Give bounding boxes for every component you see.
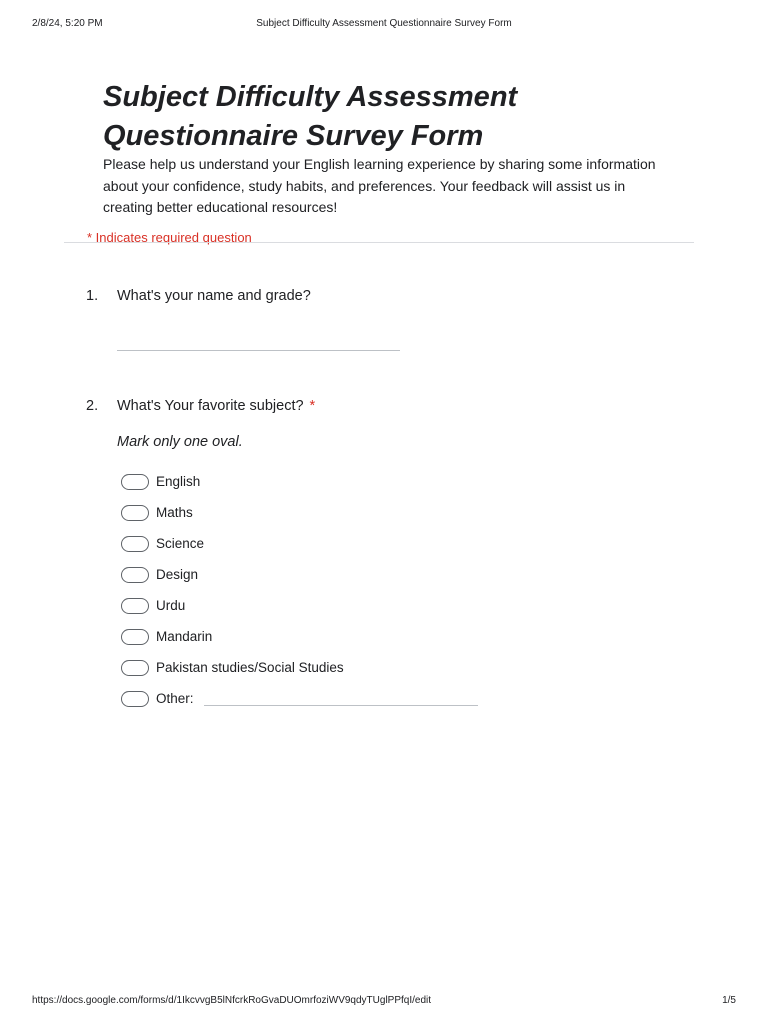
- option-maths[interactable]: [121, 503, 521, 534]
- radio-oval[interactable]: [121, 629, 149, 645]
- option-label: Pakistan studies/Social Studies: [156, 660, 344, 675]
- option-mandarin[interactable]: [121, 627, 521, 658]
- print-document-title: Subject Difficulty Assessment Questionnaire Survey Form: [256, 18, 512, 29]
- question-2-text: What's Your favorite subject?: [117, 398, 304, 414]
- print-header: [32, 18, 736, 32]
- option-pakistan-studies[interactable]: [121, 658, 521, 689]
- question-2-instruction: Mark only one oval.: [117, 434, 243, 450]
- header-divider: [64, 242, 694, 243]
- form-description: Please help us understand your English learning experience by sharing some information about your confidence, study habits, and preferences. Your feedback will assist us in creating better educational resources!: [103, 156, 656, 215]
- radio-oval[interactable]: [121, 474, 149, 490]
- option-label: English: [156, 474, 201, 489]
- option-design[interactable]: [121, 565, 521, 596]
- radio-oval[interactable]: [121, 598, 149, 614]
- option-label: Science: [156, 536, 205, 551]
- question-1-answer-field[interactable]: [117, 350, 400, 351]
- radio-oval[interactable]: [121, 691, 149, 707]
- question-1-text: What's your name and grade?: [117, 288, 311, 304]
- question-2-number: 2.: [86, 398, 99, 414]
- page-number: 1/5: [722, 995, 736, 1006]
- question-2-options: [121, 472, 521, 720]
- option-urdu[interactable]: [121, 596, 521, 627]
- question-2-title: [117, 398, 315, 414]
- option-english[interactable]: [121, 472, 521, 503]
- option-label: Urdu: [156, 598, 186, 613]
- option-label: Other:: [156, 691, 194, 706]
- radio-oval[interactable]: [121, 660, 149, 676]
- required-asterisk: *: [309, 398, 316, 414]
- option-other[interactable]: [121, 689, 521, 720]
- radio-oval[interactable]: [121, 536, 149, 552]
- option-label: Maths: [156, 505, 193, 520]
- option-label: Design: [156, 567, 199, 582]
- form-title: [103, 78, 703, 156]
- radio-oval[interactable]: [121, 505, 149, 521]
- print-date: 2/8/24, 5:20 PM: [32, 18, 103, 29]
- required-question-note: * Indicates required question: [87, 230, 252, 245]
- option-science[interactable]: [121, 534, 521, 565]
- print-footer: [32, 995, 736, 1009]
- form-title-line-2: Questionnaire Survey Form: [103, 120, 484, 152]
- print-url: https://docs.google.com/forms/d/1IkcvvgB5lNfcrkRoGvaDUOmrfoziWV9qdyTUglPPfqI/edit: [32, 995, 432, 1006]
- question-1-number: 1.: [86, 288, 99, 304]
- radio-oval[interactable]: [121, 567, 149, 583]
- option-label: Mandarin: [156, 629, 213, 644]
- form-title-line-1: Subject Difficulty Assessment: [103, 81, 518, 113]
- other-text-field[interactable]: [204, 705, 478, 706]
